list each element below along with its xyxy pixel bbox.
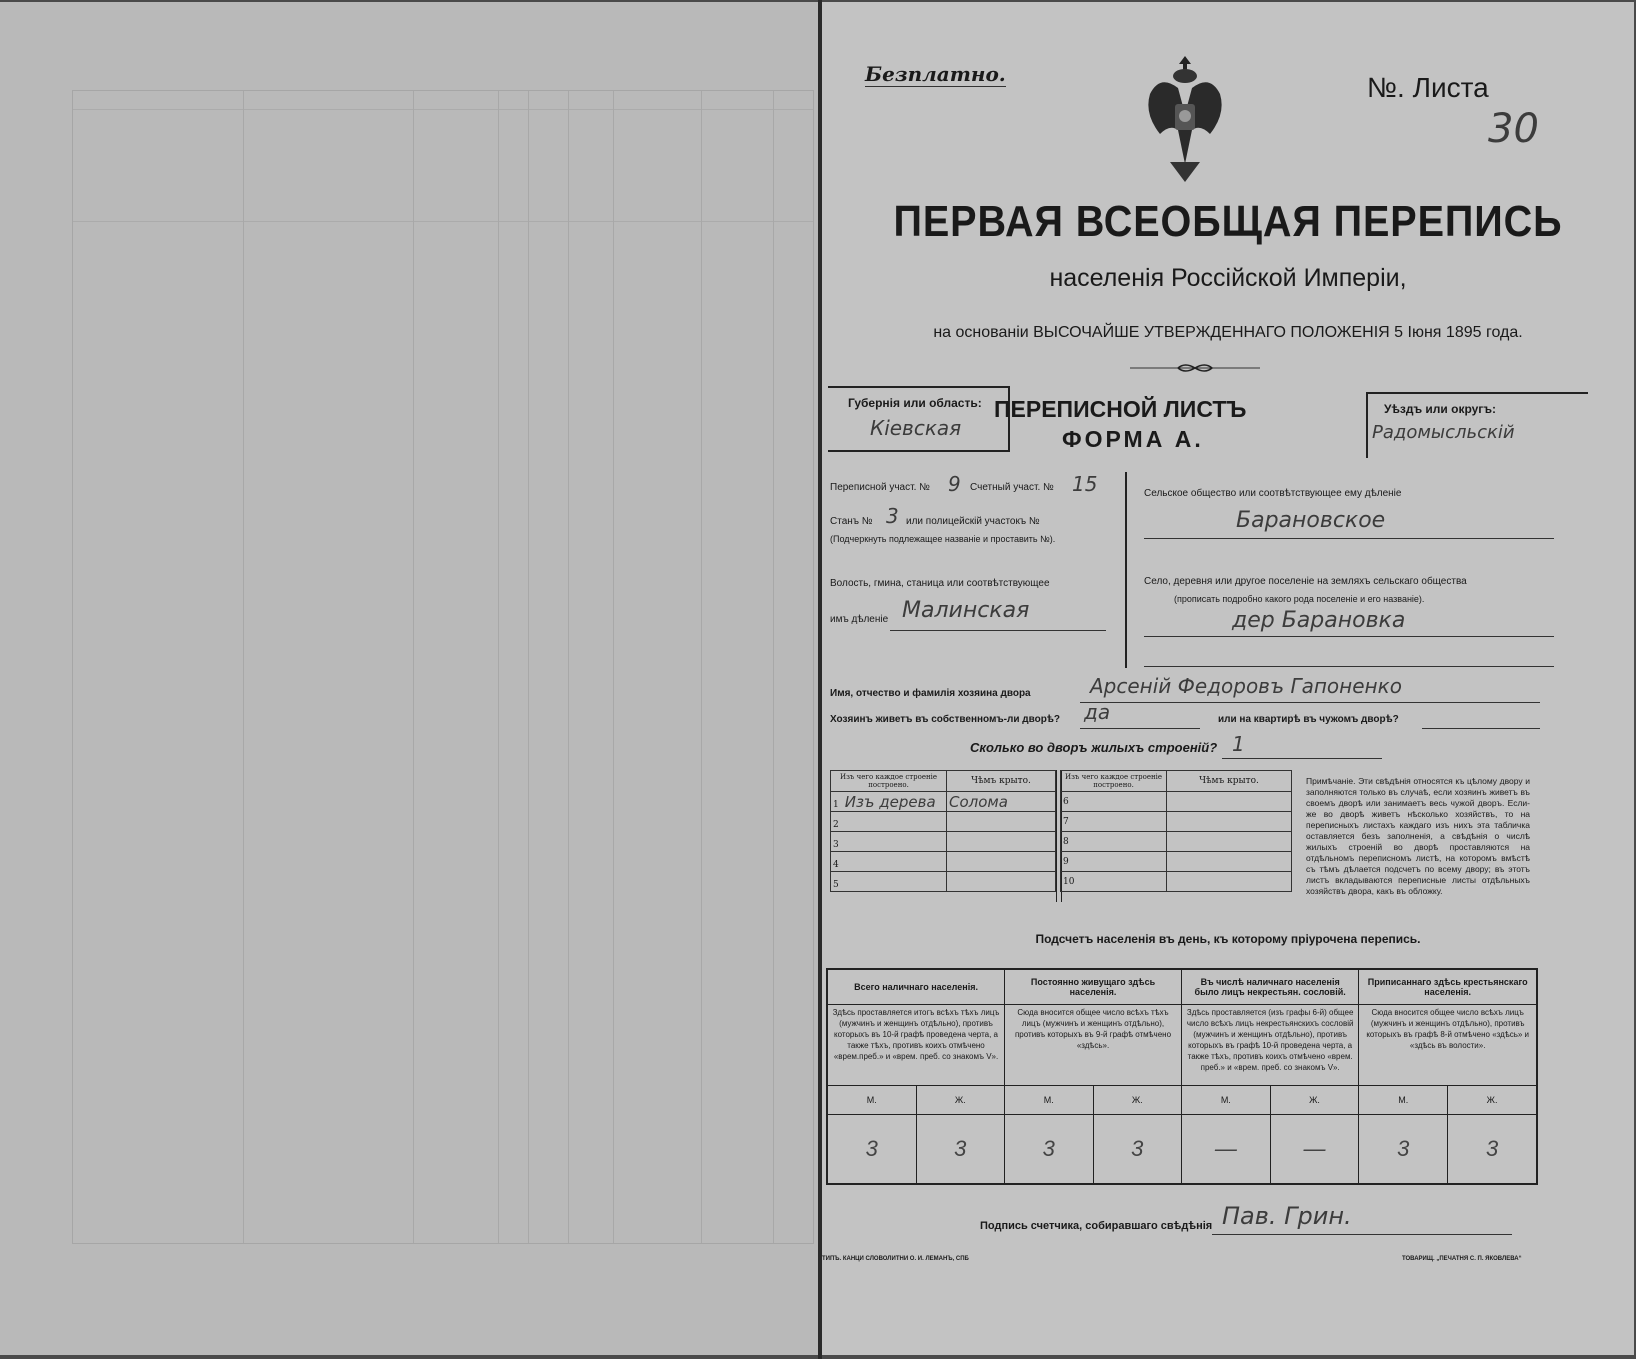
owner-name-value: Арсеній Федоровъ Гапоненко [1090,674,1402,698]
female-count: — [1270,1115,1359,1185]
left-imprint: ТИПЪ. КАНЦИ СЛОВОЛИТНИ О. И. ЛЕМАНЪ, СПБ [822,1256,969,1262]
female-header: Ж. [1093,1086,1181,1115]
rented-line [1422,728,1540,729]
village-line [1144,666,1554,667]
district-label: Уѣздъ или округъ: [1384,402,1497,416]
volost-line [890,630,1106,631]
buildings-line [1222,758,1382,759]
ornament-divider [1130,362,1260,374]
count-area-label: Счетный участ. № [970,482,1054,493]
province-box [828,386,1008,452]
grid-line [568,91,569,1243]
stan-label: Станъ № [830,516,873,527]
buildings-value: 1 [1232,732,1245,756]
building-roof: Солома [947,792,1056,812]
building-material-cell [831,812,947,832]
building-material-cell [831,852,947,872]
row-number: 2 [833,819,839,830]
col-roof: Чѣмъ крыто. [1167,771,1292,792]
village-label: Село, деревня или другое поселеніе на земляхъ сельскаго общества [1144,576,1467,587]
building-roof [947,872,1056,892]
society-label: Сельское общество или соотвѣтствующее ему дѣленіе [1144,488,1402,499]
sheet-number-label: №. Листа [1367,72,1489,103]
owner-name-line [1080,702,1540,703]
grid-line [243,91,244,1243]
district-value: Радомысльскій [1372,422,1515,443]
society-value: Барановское [1236,508,1386,533]
count-area-value: 15 [1072,472,1098,496]
building-row [1061,872,1292,892]
population-heading: Подсчетъ населенія въ день, къ которому пріурочена перепись. [1035,932,1421,946]
census-form-page [822,2,1634,1355]
census-subtitle: населенія Россійской Имперіи, [1049,264,1407,292]
female-header: Ж. [916,1086,1005,1115]
own-yard-line [1080,728,1200,729]
male-count: 3 [827,1115,916,1185]
row-number: 3 [833,839,839,850]
population-column-title: Въ числѣ наличнаго населенія было лицъ некрестьян. сословій. [1181,969,1358,1005]
col-material: Изъ чего каждое строеніе построено. [1061,771,1167,792]
grid-line [528,91,529,1243]
building-roof [1167,832,1292,852]
col-material: Изъ чего каждое строеніе построено. [831,771,947,792]
population-column-desc: Здѣсь проставляется итогъ всѣхъ тѣхъ лицъ (мужчинъ и женщинъ отдѣльно), противъ которыхъ въ 10-й графѣ проведена черта, а также тѣхъ, противъ коихъ отмѣчено «врем.преб.» и «врем. преб. со знакомъ V». [827,1005,1005,1086]
footnote: Примѣчаніе. Эти свѣдѣнія относятся къ цѣлому двору и заполняются только въ случаѣ, если хозяинъ живетъ въ своемъ дворѣ или занимаетъ весь чужой дворъ. Если-же во дворѣ живетъ нѣсколько хозяйствъ, то на переписныхъ листахъ каждаго изъ нихъ эта табличка оставляется безъ заполненія, а свѣдѣнія о числѣ жилыхъ строеній во дворѣ проставляются на отдѣльномъ переписномъ листѣ, на которомъ вмѣстѣ съ тѣмъ дѣлается подсчетъ по всему двору; въ этотъ листъ вкладываются переписные листы отдѣльныхъ хозяйствъ двора, какъ въ обложку. [1306,776,1530,896]
building-row [1061,832,1292,852]
female-header: Ж. [1448,1086,1537,1115]
population-column-desc: Сюда вносится общее число всѣхъ тѣхъ лицъ (мужчинъ и женщинъ отдѣльно), противъ которыхъ въ 9-й графѣ отмѣчено «здѣсь». [1005,1005,1182,1086]
building-row [1061,812,1292,832]
male-header: М. [1005,1086,1093,1115]
ghost-grid [72,90,814,1244]
row-number: 5 [833,879,839,890]
male-header: М. [827,1086,916,1115]
left-page [0,2,818,1355]
building-row [1061,852,1292,872]
police-label: или полицейскій участокъ № [906,516,1040,527]
province-label: Губернія или область: [848,396,982,410]
signature-label: Подпись счетчика, собиравшаго свѣдѣнія [980,1220,1213,1232]
male-header: М. [1359,1086,1448,1115]
buildings-table-left [830,770,1056,892]
female-count: 3 [1448,1115,1537,1185]
building-material-cell [831,832,947,852]
census-area-value: 9 [948,472,961,496]
census-basis: на основаніи ВЫСОЧАЙШЕ УТВЕРЖДЕННАГО ПОЛОЖЕНІЯ 5 Іюня 1895 года. [933,324,1523,341]
stan-note: (Подчеркнуть подлежащее названіе и проставить №). [830,534,1056,544]
sheet-number-value: 30 [1488,106,1539,152]
buildings-label: Сколько во дворъ жилыхъ строеній? [970,740,1218,755]
female-header: Ж. [1270,1086,1359,1115]
grid-line [773,91,774,1243]
settlement-info-block [1144,472,1624,668]
block-divider [1125,472,1127,668]
volost-label-2: имъ дѣленіе [830,614,889,625]
census-title: ПЕРВАЯ ВСЕОБЩАЯ ПЕРЕПИСЬ [893,197,1563,246]
volost-value: Малинская [902,598,1030,623]
male-header: М. [1181,1086,1270,1115]
volost-label-1: Волость, гмина, станица или соотвѣтствующее [830,578,1050,589]
building-roof [947,832,1056,852]
population-column-title: Постоянно живущаго здѣсь населенія. [1005,969,1182,1005]
form-name-line2: ФОРМА А. [1062,426,1204,452]
buildings-table-right [1060,770,1292,892]
female-count: 3 [916,1115,1005,1185]
population-column-title: Всего наличнаго населенія. [827,969,1005,1005]
male-count: 3 [1359,1115,1448,1185]
male-count: 3 [1005,1115,1093,1185]
building-row [831,852,1056,872]
village-line [1144,636,1554,637]
society-line [1144,538,1554,539]
right-imprint: ТОВАРИЩ. „ПЕЧАТНЯ С. П. ЯКОВЛЕВА“ [1402,1256,1522,1262]
population-column-desc: Здѣсь проставляется (изъ графы 6-й) общее число всѣхъ лицъ некрестьянскихъ сословій (мужчинъ и женщинъ отдѣльно), противъ которыхъ въ графѣ 10-й проведена черта, а также тѣхъ, противъ коихъ отмѣчено «врем. преб.» и «врем. преб. со знакомъ V». [1181,1005,1358,1086]
grid-line [73,109,813,110]
female-count: 3 [1093,1115,1181,1185]
building-row [1061,792,1292,812]
row-number: 7 [1061,812,1167,832]
grid-line [73,221,813,222]
row-number: 1 [833,799,839,810]
free-label: Безплатно. [865,62,1006,86]
building-material-cell [831,872,947,892]
area-info-block [830,472,1108,668]
grid-line [413,91,414,1243]
building-roof [947,812,1056,832]
row-number: 4 [833,859,839,870]
province-value: Кіевская [870,416,962,440]
building-roof [1167,812,1292,832]
population-column-desc: Сюда вносится общее число всѣхъ лицъ (мужчинъ и женщинъ отдѣльно), противъ которыхъ въ графѣ 8-й отмѣчено «здѣсь» и «здѣсь въ волости». [1359,1005,1537,1086]
grid-line [613,91,614,1243]
signature-value: Пав. Грин. [1222,1202,1352,1230]
stan-value: 3 [886,504,899,528]
building-roof [1167,792,1292,812]
own-yard-label: Хозяинъ живетъ въ собственномъ-ли дворѣ? [830,714,1061,725]
grid-line [498,91,499,1243]
row-number: 8 [1061,832,1167,852]
owner-name-label: Имя, отчество и фамилія хозяина двора [830,688,1031,699]
form-name-line1: ПЕРЕПИСНОЙ ЛИСТЪ [994,396,1247,422]
census-area-label: Переписной участ. № [830,482,930,493]
building-roof [947,852,1056,872]
village-value: дер Барановка [1232,608,1406,633]
building-row [831,832,1056,852]
own-yard-value: да [1084,700,1111,724]
building-roof [1167,852,1292,872]
district-box [1366,392,1588,458]
population-table [826,968,1538,1185]
building-row [831,792,1056,812]
col-roof: Чѣмъ крыто. [947,771,1056,792]
grid-line [701,91,702,1243]
building-row [831,872,1056,892]
row-number: 6 [1061,792,1167,812]
male-count: — [1181,1115,1270,1185]
rented-label: или на квартирѣ въ чужомъ дворѣ? [1218,714,1399,725]
population-column-title: Приписаннаго здѣсь крестьянскаго населенія. [1359,969,1537,1005]
row-number: 9 [1061,852,1167,872]
village-note: (прописать подробно какого рода поселеніе и его названіе). [1174,594,1425,604]
imperial-eagle-icon [1140,54,1230,186]
building-material-cell [831,792,947,812]
building-material: Изъ дерева [844,792,936,811]
building-row [831,812,1056,832]
row-number: 10 [1061,872,1167,892]
signature-line [1212,1234,1512,1235]
building-roof [1167,872,1292,892]
